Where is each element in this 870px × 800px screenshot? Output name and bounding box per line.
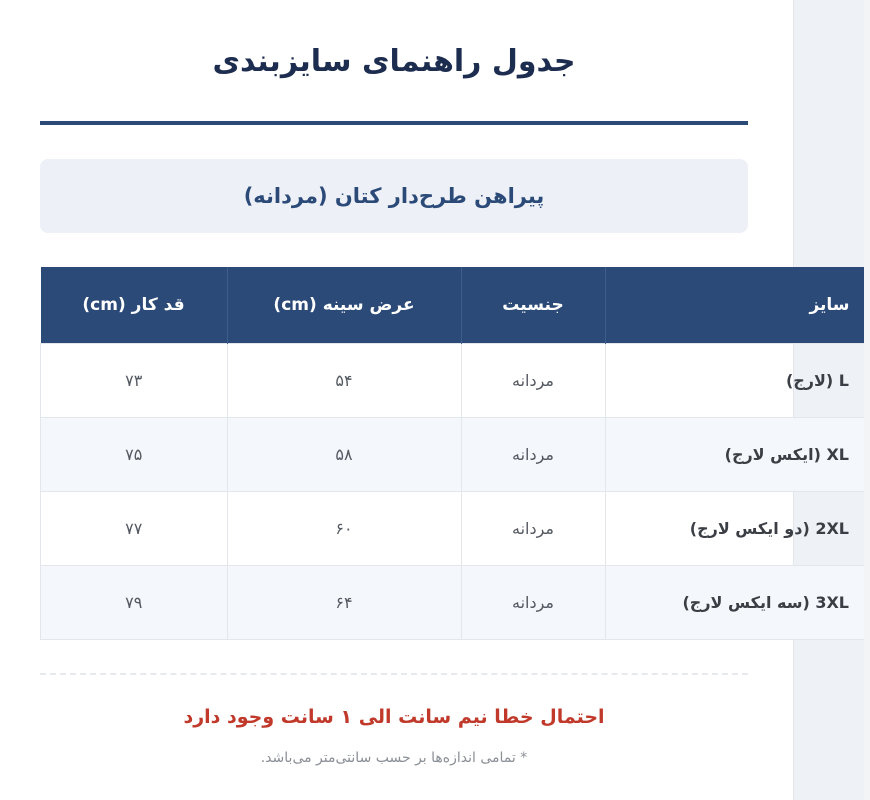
cell-chest: ۵۸ [227,418,461,492]
table-row [41,418,870,492]
product-name-box [40,159,748,233]
size-table [40,267,870,640]
header-chest: عرض سینه (cm) [227,267,461,344]
header-length: قد کار (cm) [41,267,228,344]
cell-gender: مردانه [461,418,605,492]
units-footnote: * تمامی اندازه‌ها بر حسب سانتی‌متر می‌باشد. [260,750,528,766]
cell-length: ۷۹ [41,566,228,640]
cell-size: 2XL (دو ایکس لارج) [605,492,870,566]
cell-length: ۷۵ [41,418,228,492]
table-row [41,492,870,566]
cell-size: 3XL (سه ایکس لارج) [605,566,870,640]
cell-length: ۷۳ [41,344,228,418]
cell-gender: مردانه [461,566,605,640]
cell-chest: ۵۴ [227,344,461,418]
table-header-row [41,267,870,344]
scrollbar-track[interactable] [864,0,870,800]
table-row [41,566,870,640]
cell-chest: ۶۴ [227,566,461,640]
header-size: سایز [605,267,870,344]
product-name: پیراهن طرح‌دار کتان (مردانه) [243,184,545,208]
header-gender: جنسیت [461,267,605,344]
cell-length: ۷۷ [41,492,228,566]
footer-divider [40,673,748,675]
page-title: جدول راهنمای سایزبندی [212,44,576,79]
cell-gender: مردانه [461,492,605,566]
cell-chest: ۶۰ [227,492,461,566]
title-divider [40,121,748,125]
cell-size: L (لارج) [605,344,870,418]
table-row [41,344,870,418]
tolerance-note: احتمال خطا نیم سانت الی ۱ سانت وجود دارد [183,706,605,728]
cell-gender: مردانه [461,344,605,418]
cell-size: XL (ایکس لارج) [605,418,870,492]
